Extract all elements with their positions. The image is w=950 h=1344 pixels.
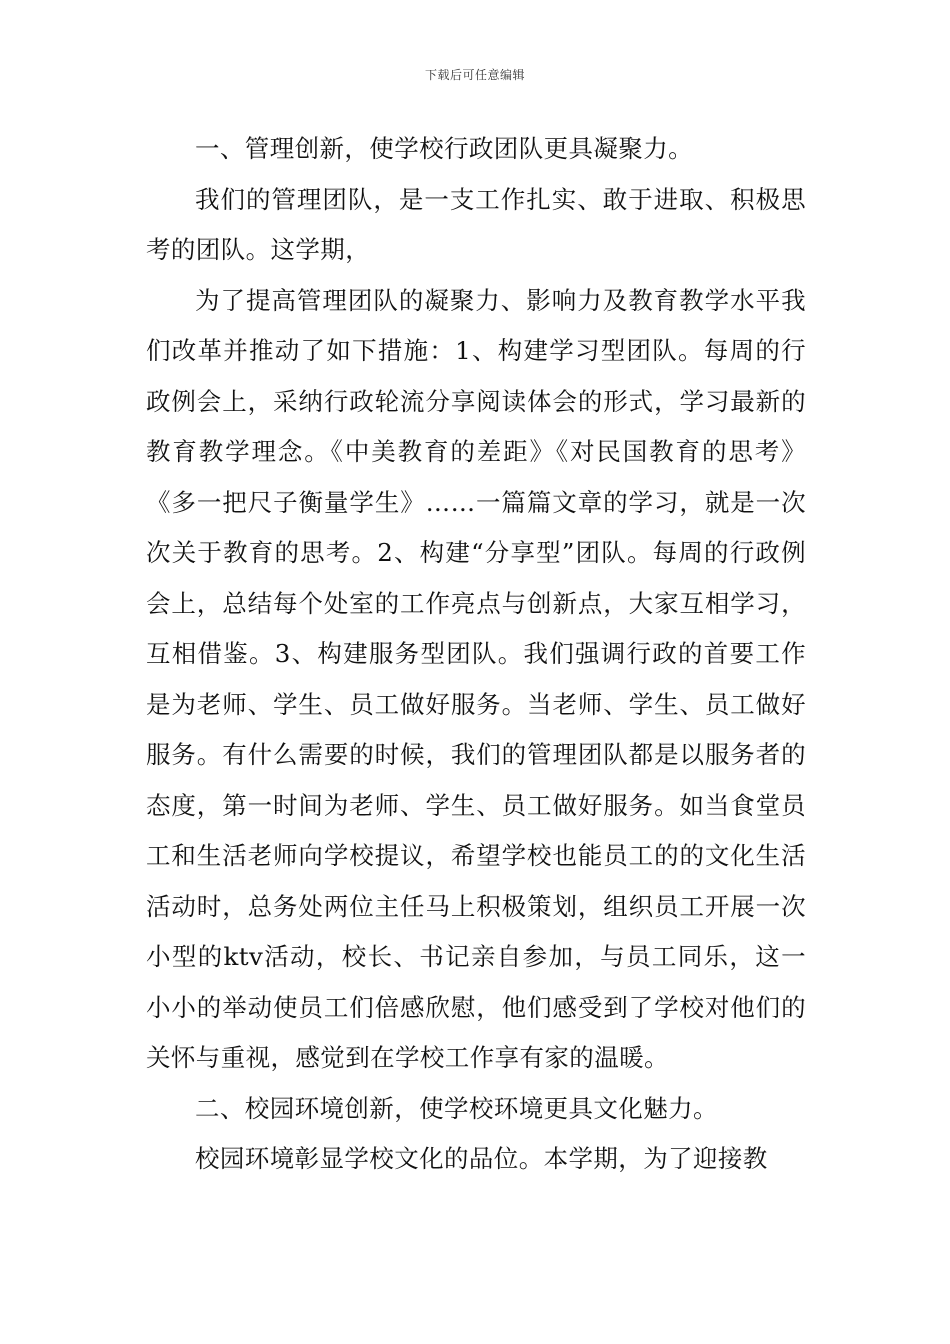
section-heading-management: 一、管理创新，使学校行政团队更具凝聚力。: [195, 134, 693, 163]
document-body: [146, 124, 806, 1185]
section-heading-campus: 二、校园环境创新，使学校环境更具文化魅力。: [195, 1093, 718, 1123]
paragraph-team-intro: 我们的管理团队，是一支工作扎实、敢于进取、积极思考的团队。这学期，: [146, 184, 806, 264]
paragraph-team-measures: 为了提高管理团队的凝聚力、影响力及教育教学水平我们改革并推动了如下措施：1、构建学习型团队。每周的行政例会上，采纳行政轮流分享阅读体会的形式，学习最新的教育教学理念。《中美教育的差距》《对民国教育的思考》《多一把尺子衡量学生》……一篇篇文章的学习，就是一次次关于教育的思考。2、构建“分享型”团队。每周的行政例会上，总结每个处室的工作亮点与创新点，大家互相学习，互相借鉴。3、构建服务型团队。我们强调行政的首要工作是为老师、学生、员工做好服务。当老师、学生、员工做好服务。有什么需要的时候，我们的管理团队都是以服务者的态度，第一时间为老师、学生、员工做好服务。如当食堂员工和生活老师向学校提议，希望学校也能员工的的文化生活活动时，总务处两位主任马上积极策划，组织员工开展一次小型的ktv活动，校长、书记亲自参加，与员工同乐，这一小小的举动使员工们倍感欣慰，他们感受到了学校对他们的关怀与重视，感觉到在学校工作享有家的温暖。: [146, 285, 806, 1072]
page-header: 下载后可任意编辑: [424, 68, 525, 82]
paragraph-campus-intro: 校园环境彰显学校文化的品位。本学期，为了迎接教: [195, 1144, 768, 1173]
